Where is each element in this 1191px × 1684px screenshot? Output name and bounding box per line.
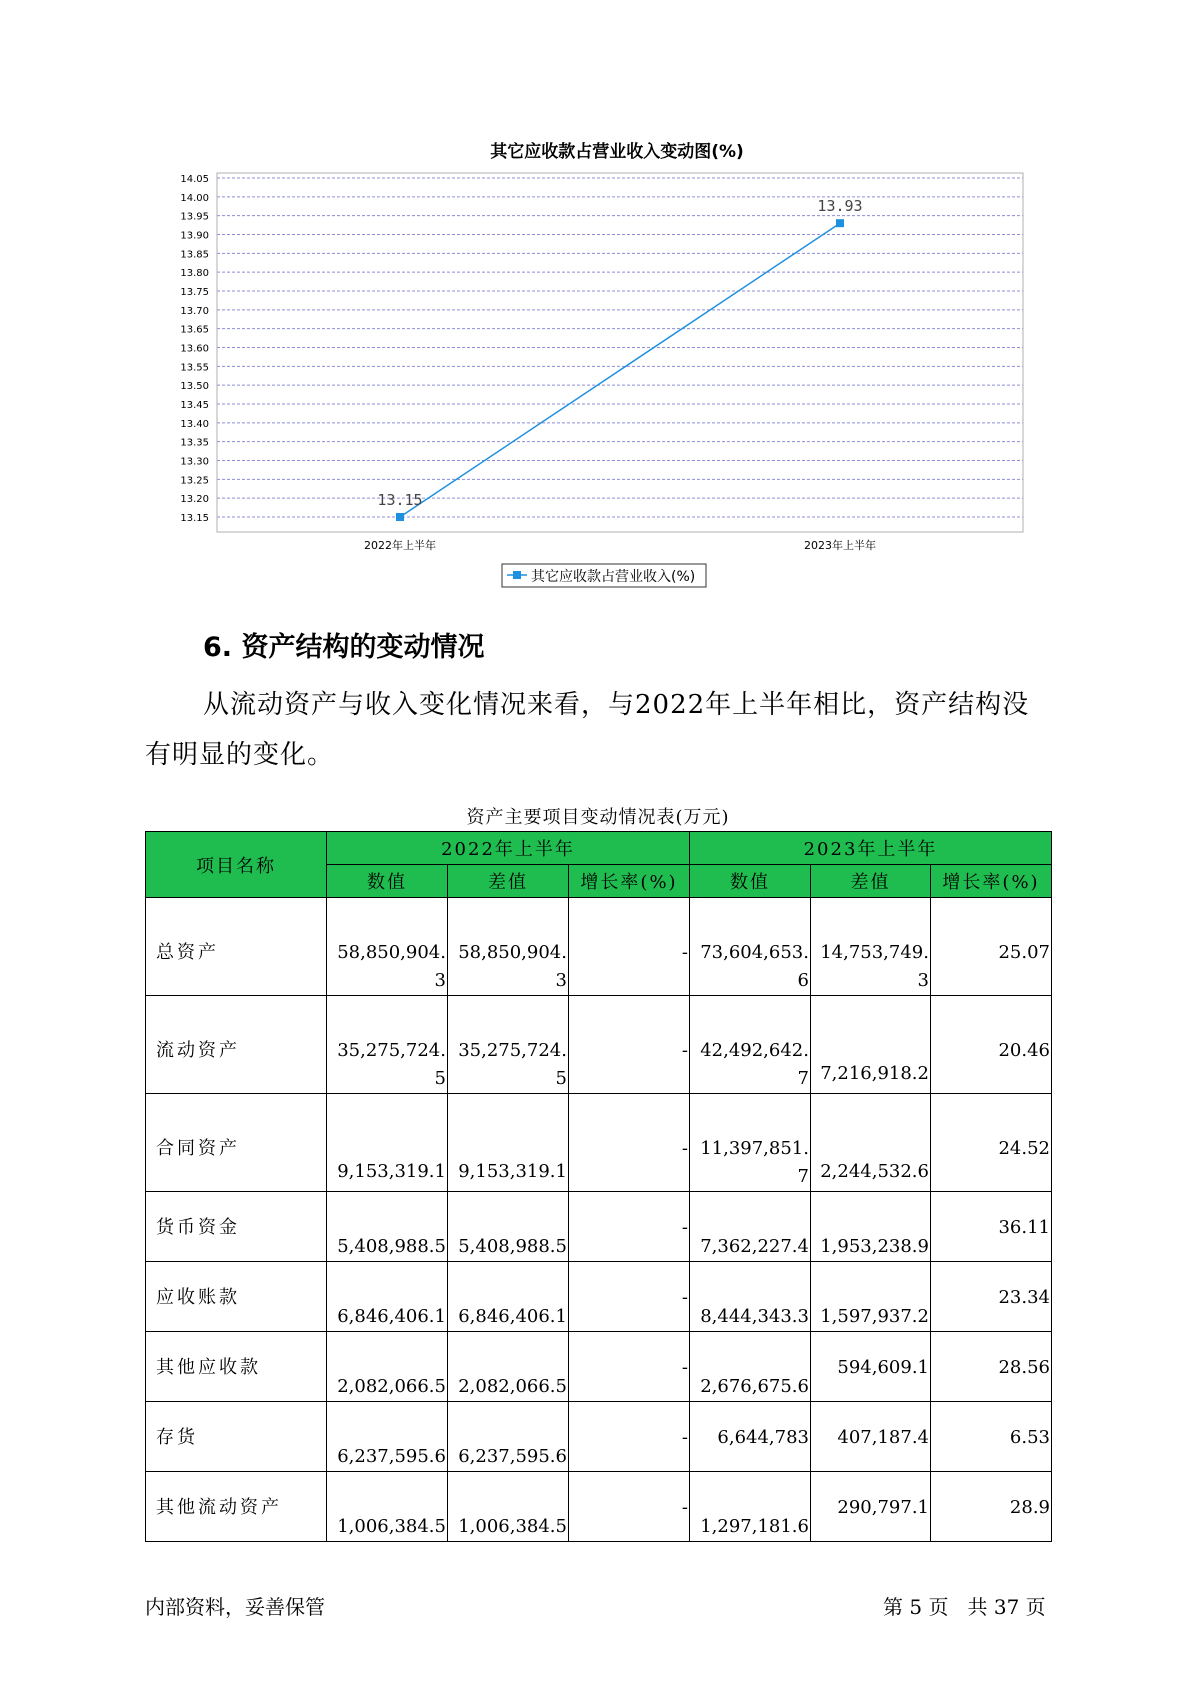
plot-frame	[217, 173, 1023, 532]
cell-2023-growth: 23.34	[931, 1262, 1052, 1332]
cell-2023-growth: 24.52	[931, 1094, 1052, 1192]
legend-label: 其它应收款占营业收入(%)	[531, 569, 696, 585]
cell-2023-diff: 14,753,749.3	[811, 898, 931, 996]
cell-2023-growth: 36.11	[931, 1192, 1052, 1262]
cell-2022-diff: 1,006,384.5	[448, 1472, 569, 1542]
cell-2022-value: 35,275,724.5	[327, 996, 448, 1094]
cell-2023-diff: 2,244,532.6	[811, 1094, 931, 1192]
table-title: 资产主要项目变动情况表(万元)	[466, 807, 730, 828]
y-tick-label: 14.05	[180, 174, 209, 185]
y-axis-ticks	[180, 174, 209, 524]
y-tick-label: 13.20	[180, 494, 209, 506]
cell-2022-growth: -	[569, 1094, 690, 1192]
y-tick-label: 13.15	[180, 513, 209, 524]
cell-2022-value: 6,237,595.6	[327, 1402, 448, 1472]
line-chart	[0, 0, 1191, 600]
y-tick-label: 13.55	[180, 362, 209, 374]
y-tick-label: 13.60	[180, 343, 209, 355]
sub-diff-header: 差值	[811, 865, 931, 898]
period-2022-header: 2022年上半年	[327, 832, 690, 865]
table-row	[146, 996, 1052, 1094]
y-tick-label: 13.80	[180, 268, 209, 280]
cell-2022-value: 58,850,904.3	[327, 898, 448, 996]
sub-diff-header: 差值	[448, 865, 569, 898]
x-tick-label: 2022年上半年	[364, 539, 436, 552]
y-tick-label: 13.30	[180, 456, 209, 468]
table-row	[146, 1402, 1052, 1472]
cell-2023-diff: 407,187.4	[811, 1402, 931, 1472]
period-2023-header: 2023年上半年	[690, 832, 1052, 865]
cell-2023-value: 11,397,851.7	[690, 1094, 811, 1192]
cell-2022-value: 2,082,066.5	[327, 1332, 448, 1402]
row-item-name: 总资产	[146, 898, 327, 996]
section-paragraph: 从流动资产与收入变化情况来看，与2022年上半年相比，资产结构没有明显的变化。	[145, 690, 1030, 770]
row-item-name: 应收账款	[146, 1262, 327, 1332]
x-axis-ticks	[364, 538, 876, 552]
y-tick-label: 13.25	[180, 475, 209, 487]
chart-legend	[502, 564, 706, 587]
cell-2022-growth: -	[569, 1262, 690, 1332]
table-row	[146, 898, 1052, 996]
row-item-name: 流动资产	[146, 996, 327, 1094]
cell-2022-diff: 6,846,406.1	[448, 1262, 569, 1332]
row-item-name: 货币资金	[146, 1192, 327, 1262]
series-line	[400, 223, 840, 517]
cell-2023-growth: 6.53	[931, 1402, 1052, 1472]
y-tick-label: 13.50	[180, 381, 209, 393]
y-tick-label: 13.45	[180, 400, 209, 411]
legend-marker-icon	[513, 571, 521, 579]
y-tick-label: 13.65	[180, 324, 209, 336]
y-tick-label: 13.35	[180, 437, 209, 449]
y-tick-label: 13.90	[180, 230, 209, 242]
cell-2022-growth: -	[569, 1192, 690, 1262]
cell-2022-diff: 35,275,724.5	[448, 996, 569, 1094]
sub-value-header: 数值	[327, 865, 448, 898]
sub-growth-header: 增长率(%)	[931, 865, 1052, 898]
cell-2022-diff: 58,850,904.3	[448, 898, 569, 996]
asset-table	[145, 831, 1052, 1542]
cell-2022-diff: 6,237,595.6	[448, 1402, 569, 1472]
cell-2023-diff: 1,953,238.9	[811, 1192, 931, 1262]
y-tick-label: 13.70	[180, 305, 209, 317]
cell-2022-diff: 5,408,988.5	[448, 1192, 569, 1262]
cell-2023-growth: 28.56	[931, 1332, 1052, 1402]
cell-2023-growth: 28.9	[931, 1472, 1052, 1542]
cell-2023-value: 73,604,653.6	[690, 898, 811, 996]
y-tick-label: 13.75	[180, 287, 209, 298]
cell-2022-value: 1,006,384.5	[327, 1472, 448, 1542]
cell-2023-value: 7,362,227.4	[690, 1192, 811, 1262]
y-tick-label: 13.85	[180, 249, 209, 261]
y-tick-label: 13.40	[180, 418, 209, 430]
cell-2023-value: 1,297,181.6	[690, 1472, 811, 1542]
cell-2023-diff: 594,609.1	[811, 1332, 931, 1402]
cell-2023-diff: 1,597,937.2	[811, 1262, 931, 1332]
table-row	[146, 1332, 1052, 1402]
row-item-name: 存货	[146, 1402, 327, 1472]
chart-grid	[217, 178, 1023, 517]
data-point	[836, 219, 844, 227]
row-item-name: 其他流动资产	[146, 1472, 327, 1542]
cell-2023-value: 8,444,343.3	[690, 1262, 811, 1332]
sub-growth-header: 增长率(%)	[569, 865, 690, 898]
row-item-name: 其他应收款	[146, 1332, 327, 1402]
x-tick-label: 2023年上半年	[804, 539, 876, 552]
cell-2023-value: 6,644,783	[690, 1402, 811, 1472]
cell-2022-value: 5,408,988.5	[327, 1192, 448, 1262]
cell-2022-growth: -	[569, 1402, 690, 1472]
data-label: 13.15	[377, 491, 423, 509]
chart-series	[377, 197, 862, 521]
cell-2022-value: 6,846,406.1	[327, 1262, 448, 1332]
cell-2023-growth: 20.46	[931, 996, 1052, 1094]
data-point	[396, 513, 404, 521]
cell-2022-value: 9,153,319.1	[327, 1094, 448, 1192]
footer-confidential: 内部资料，妥善保管	[145, 1595, 325, 1619]
cell-2023-growth: 25.07	[931, 898, 1052, 996]
y-tick-label: 13.95	[180, 211, 209, 223]
cell-2023-value: 2,676,675.6	[690, 1332, 811, 1402]
col-item-header: 项目名称	[146, 832, 327, 898]
table-row	[146, 1472, 1052, 1542]
section-heading: 6. 资产结构的变动情况	[203, 632, 485, 663]
cell-2022-diff: 2,082,066.5	[448, 1332, 569, 1402]
cell-2022-growth: -	[569, 1332, 690, 1402]
cell-2022-growth: -	[569, 996, 690, 1094]
data-label: 13.93	[817, 197, 863, 216]
row-item-name: 合同资产	[146, 1094, 327, 1192]
cell-2023-value: 42,492,642.7	[690, 996, 811, 1094]
table-row	[146, 1262, 1052, 1332]
sub-value-header: 数值	[690, 865, 811, 898]
cell-2022-diff: 9,153,319.1	[448, 1094, 569, 1192]
cell-2023-diff: 290,797.1	[811, 1472, 931, 1542]
y-tick-label: 14.00	[180, 192, 209, 204]
cell-2023-diff: 7,216,918.2	[811, 996, 931, 1094]
cell-2022-growth: -	[569, 898, 690, 996]
cell-2022-growth: -	[569, 1472, 690, 1542]
chart-title: 其它应收款占营业收入变动图(%)	[490, 142, 744, 162]
footer-page-number: 第 5 页 共 37 页	[883, 1595, 1046, 1619]
table-row	[146, 1192, 1052, 1262]
table-row	[146, 1094, 1052, 1192]
